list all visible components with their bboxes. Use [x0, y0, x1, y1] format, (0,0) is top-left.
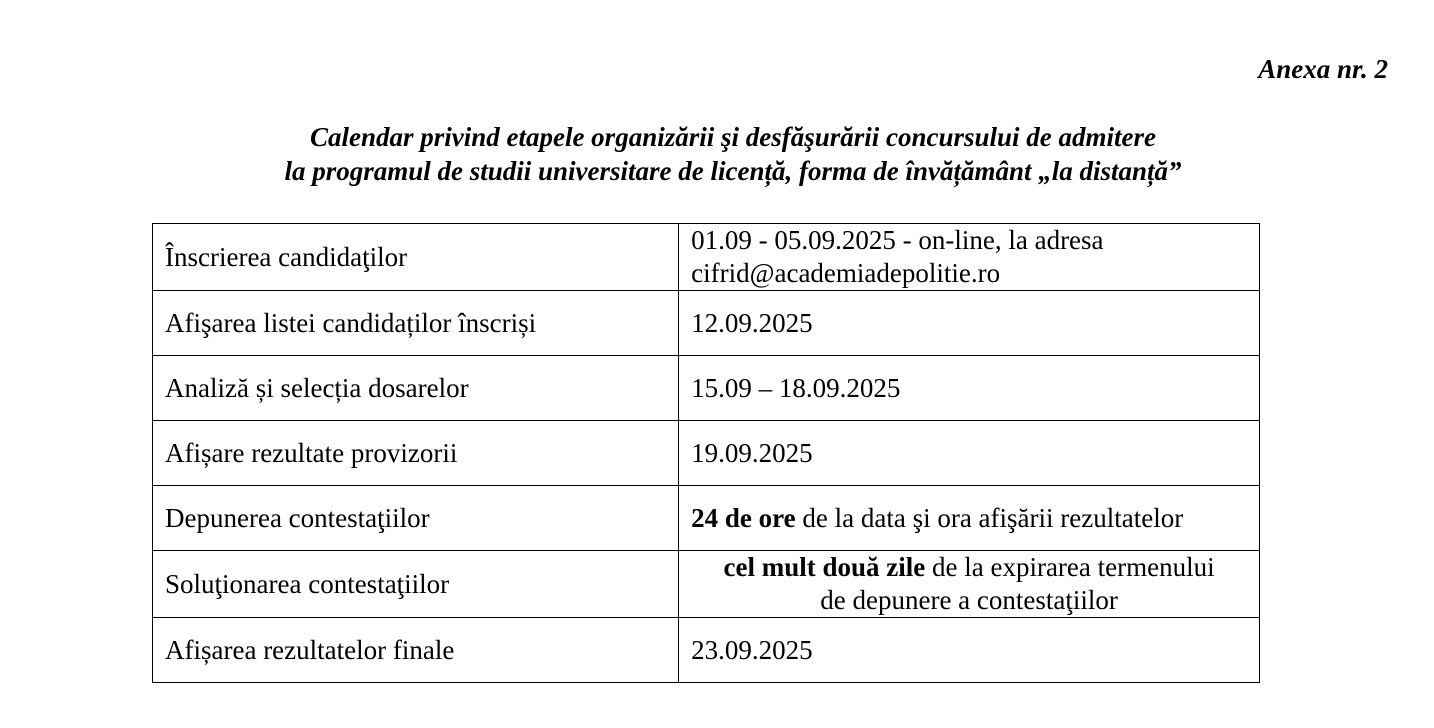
duration-description: de la expirarea termenului [925, 552, 1215, 582]
stage-cell: Soluţionarea contestaţiilor [153, 551, 679, 618]
bold-duration: cel mult două zile [723, 552, 926, 582]
date-cell: 15.09 – 18.09.2025 [679, 356, 1260, 421]
document-title [0, 120, 1434, 188]
stage-cell: Înscrierea candidaţilor [153, 224, 679, 291]
title-line-2: la programul de studii universitare de licență, forma de învățământ „la distanță” [284, 156, 1182, 186]
table-row [153, 291, 1260, 356]
table-row [153, 356, 1260, 421]
date-cell: 12.09.2025 [679, 291, 1260, 356]
date-cell [679, 551, 1260, 618]
annex-label: Anexa nr. 2 [1258, 54, 1388, 84]
date-line-1: 01.09 - 05.09.2025 - on-line, la adresa [691, 225, 1104, 255]
table-row [153, 551, 1260, 618]
date-line-2: de depunere a contestaţiilor [820, 585, 1118, 615]
date-cell [679, 486, 1260, 551]
date-cell [679, 224, 1260, 291]
bold-duration: 24 de ore [691, 502, 796, 533]
date-cell: 19.09.2025 [679, 421, 1260, 486]
stage-cell: Depunerea contestaţiilor [153, 486, 679, 551]
date-cell: 23.09.2025 [679, 618, 1260, 683]
stage-cell: Afişarea listei candidaților înscriși [153, 291, 679, 356]
table-row [153, 224, 1260, 291]
date-line-1 [691, 551, 1247, 584]
duration-description: de la data şi ora afişării rezultatelor [795, 502, 1184, 533]
email-address: cifrid@academiadepolitie.ro [691, 258, 1001, 288]
table-row [153, 486, 1260, 551]
stage-cell: Afișare rezultate provizorii [153, 421, 679, 486]
title-line-1: Calendar privind etapele organizării şi desfăşurării concursului de admitere [309, 122, 1157, 152]
table-row [153, 421, 1260, 486]
stage-cell: Analiză și selecția dosarelor [153, 356, 679, 421]
stage-cell: Afișarea rezultatelor finale [153, 618, 679, 683]
table-row [153, 618, 1260, 683]
admission-calendar-table [152, 223, 1260, 683]
